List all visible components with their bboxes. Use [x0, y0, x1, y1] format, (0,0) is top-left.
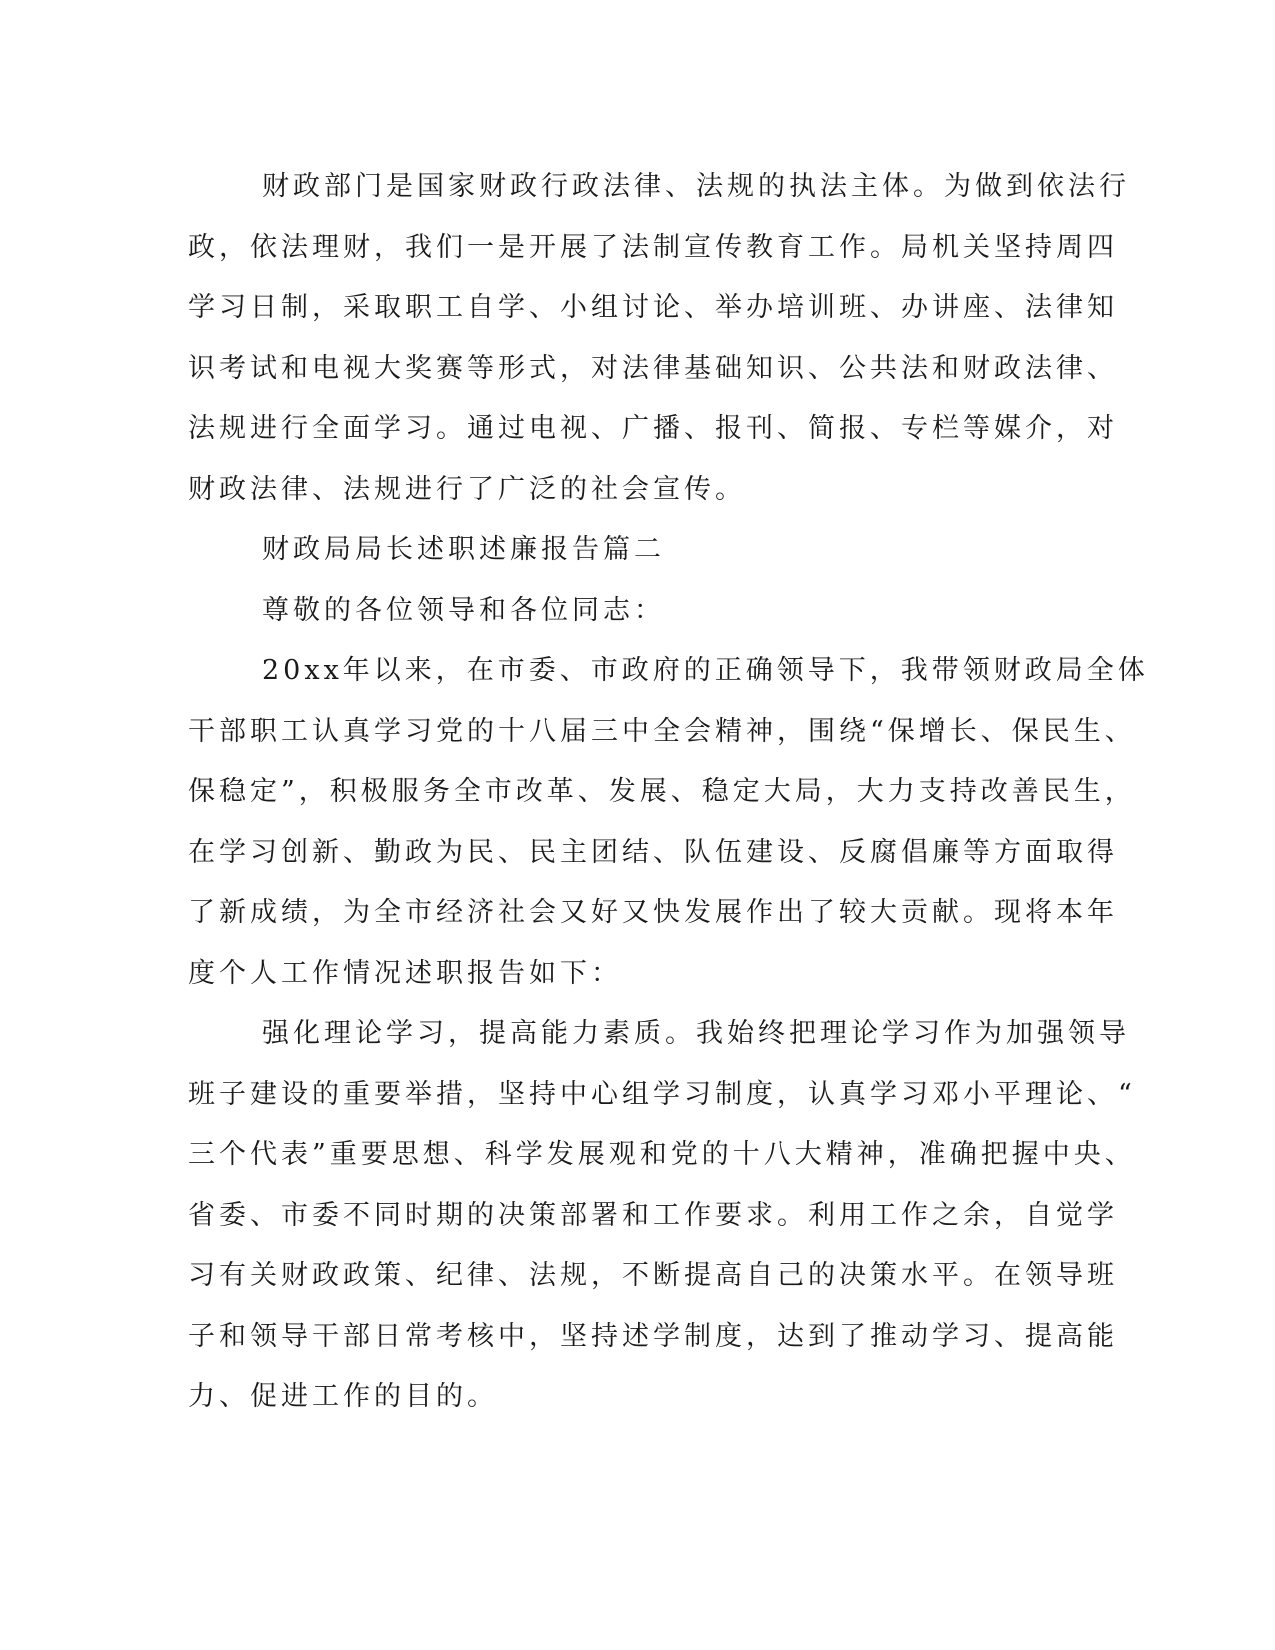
text-line: 干部职工认真学习党的十八届三中全会精神，围绕“保增长、保民生、 — [188, 715, 1136, 747]
salutation: 尊敬的各位领导和各位同志： — [262, 594, 665, 626]
text-line: 力、促进工作的目的。 — [188, 1381, 498, 1412]
text-line: 财政部门是国家财政行政法律、法规的执法主体。为做到依法行 — [262, 171, 1130, 202]
text-line: 政，依法理财，我们一是开展了法制宣传教育工作。局机关坚持周四 — [188, 231, 1118, 263]
section-title: 财政局局长述职述廉报告篇二 — [262, 534, 665, 565]
text-line: 法规进行全面学习。通过电视、广播、报刊、简报、专栏等媒介，对 — [188, 413, 1118, 444]
text-line: 了新成绩，为全市经济社会又好又快发展作出了较大贡献。现将本年 — [188, 897, 1118, 928]
text-line: 财政法律、法规进行了广泛的社会宣传。 — [188, 473, 746, 505]
text-line: 子和领导干部日常考核中，坚持述学制度，达到了推动学习、提高能 — [188, 1320, 1118, 1352]
text-line: 班子建设的重要举措，坚持中心组学习制度，认真学习邓小平理论、“ — [188, 1078, 1136, 1110]
text-line: 三个代表”重要思想、科学发展观和党的十八大精神，准确把握中央、 — [188, 1139, 1136, 1170]
text-line: 省委、市委不同时期的决策部署和工作要求。利用工作之余，自觉学 — [188, 1199, 1118, 1231]
text-line: 学习日制，采取职工自学、小组讨论、举办培训班、办讲座、法律知 — [188, 292, 1118, 323]
text-line: 度个人工作情况述职报告如下： — [188, 957, 622, 989]
document-body — [188, 157, 1149, 1428]
text-line: 在学习创新、勤政为民、民主团结、队伍建设、反腐倡廉等方面取得 — [188, 836, 1118, 868]
text-line: 20xx年以来，在市委、市政府的正确领导下，我带领财政局全体 — [262, 655, 1149, 686]
text-line: 保稳定”，积极服务全市改革、发展、稳定大局，大力支持改善民生， — [188, 776, 1136, 807]
text-line: 识考试和电视大奖赛等形式，对法律基础知识、公共法和财政法律、 — [188, 352, 1118, 384]
text-line: 强化理论学习，提高能力素质。我始终把理论学习作为加强领导 — [262, 1018, 1130, 1049]
text-line: 习有关财政政策、纪律、法规，不断提高自己的决策水平。在领导班 — [188, 1260, 1118, 1291]
